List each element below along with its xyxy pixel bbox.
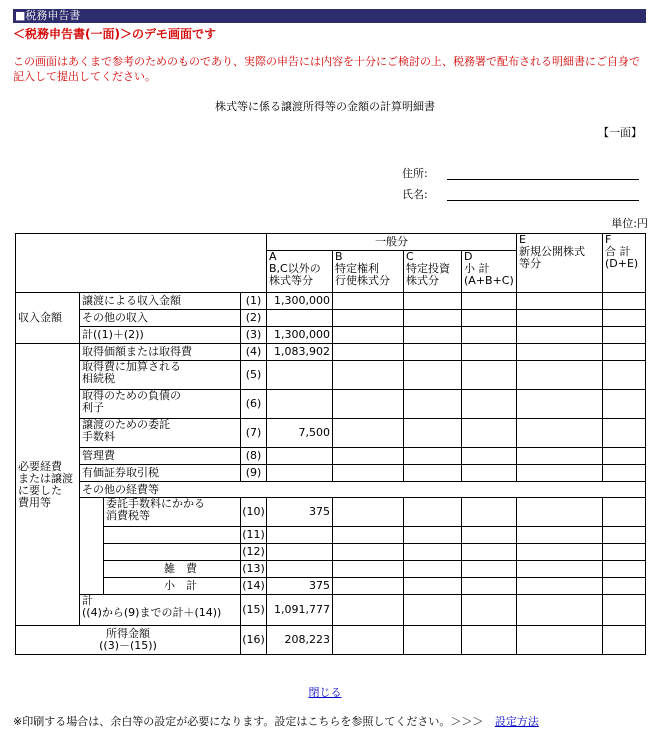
row-label <box>104 544 241 561</box>
header-blank <box>16 234 267 293</box>
address-label: 住所: <box>402 167 428 180</box>
row-label: 取得価額または取得費 <box>80 344 241 361</box>
row-number: (11) <box>241 527 267 544</box>
document-title: 株式等に係る譲渡所得等の金額の計算明細書 <box>215 100 435 113</box>
value-a: 1,083,902 <box>267 344 333 361</box>
settings-link[interactable]: 設定方法 <box>494 715 539 728</box>
header-col-c: C 特定投資 株式分 <box>404 251 462 293</box>
header-general: 一般分 <box>267 234 517 251</box>
close-link[interactable]: 閉じる <box>308 686 342 699</box>
header-col-a: A B,C以外の 株式等分 <box>267 251 333 293</box>
value-a <box>267 544 333 561</box>
group-income: 収入金額 <box>16 293 80 344</box>
close-link-wrap <box>0 684 650 700</box>
table-row <box>16 626 646 655</box>
table-row <box>16 482 646 498</box>
row-label: 小 計 <box>104 578 241 595</box>
row-label: 雑 費 <box>104 561 241 578</box>
row-label: 取得のための負債の 利子 <box>80 390 241 419</box>
row-label: 委託手数料にかかる 消費税等 <box>104 498 241 527</box>
demo-title: ＜税務申告書(一面)＞のデモ画面です <box>13 27 216 41</box>
indent-spacer <box>80 498 104 595</box>
name-line <box>447 200 639 201</box>
row-label: 計 ((4)から(9)までの計＋(14)) <box>80 595 241 626</box>
row-number: (13) <box>241 561 267 578</box>
value-a <box>267 361 333 390</box>
value-a: 1,091,777 <box>267 595 333 626</box>
row-label: 取得費に加算される 相続税 <box>80 361 241 390</box>
table-row <box>16 578 646 595</box>
table-row <box>16 310 646 327</box>
row-number: (2) <box>241 310 267 327</box>
table-row <box>16 293 646 310</box>
value-a: 208,223 <box>267 626 333 655</box>
table-row <box>16 544 646 561</box>
value-a <box>267 310 333 327</box>
row-label: 管理費 <box>80 448 241 465</box>
table-row <box>16 498 646 527</box>
row-number: (14) <box>241 578 267 595</box>
group-other-expenses: その他の経費等 <box>80 482 646 498</box>
table-row <box>16 361 646 390</box>
row-number: (1) <box>241 293 267 310</box>
row-label: 有価証券取引税 <box>80 465 241 482</box>
value-a: 7,500 <box>267 419 333 448</box>
header-col-b: B 特定権利 行使株式分 <box>333 251 404 293</box>
header-col-d: D 小 計 (A+B+C) <box>462 251 517 293</box>
value-a: 1,300,000 <box>267 327 333 344</box>
row-label: 計((1)＋(2)) <box>80 327 241 344</box>
row-number: (6) <box>241 390 267 419</box>
table-row <box>16 527 646 544</box>
table-row <box>16 419 646 448</box>
row-number: (10) <box>241 498 267 527</box>
row-label: その他の収入 <box>80 310 241 327</box>
window-title-bar: ■税務申告書 <box>13 9 646 23</box>
value-a: 1,300,000 <box>267 293 333 310</box>
value-a <box>267 390 333 419</box>
table-row <box>16 344 646 361</box>
value-a <box>267 448 333 465</box>
table-row <box>16 448 646 465</box>
footnote <box>13 713 539 729</box>
group-expenses: 必要経費 または譲渡 に要した 費用等 <box>16 344 80 626</box>
row-number: (8) <box>241 448 267 465</box>
table-row <box>16 465 646 482</box>
table-row <box>16 390 646 419</box>
calculation-table <box>15 233 646 655</box>
row-number: (4) <box>241 344 267 361</box>
unit-label: 単位:円 <box>611 217 648 230</box>
row-number: (5) <box>241 361 267 390</box>
address-line <box>447 179 639 180</box>
row-label <box>104 527 241 544</box>
notice-text: この画面はあくまで参考のためのものであり、実際の申告には内容を十分にご検討の上、税務署で配布される明細書にご自身で記入して提出してください。 <box>13 55 640 83</box>
value-a: 375 <box>267 498 333 527</box>
value-a: 375 <box>267 578 333 595</box>
header-col-e: E 新規公開株式 等分 <box>517 234 603 293</box>
row-number: (16) <box>241 626 267 655</box>
table-row <box>16 327 646 344</box>
row-number: (12) <box>241 544 267 561</box>
table-row <box>16 595 646 626</box>
value-a <box>267 527 333 544</box>
part-label: 【一面】 <box>598 126 642 139</box>
header-col-f: F 合 計 (D+E) <box>603 234 646 293</box>
name-label: 氏名: <box>402 188 428 201</box>
row-label: 譲渡のための委託 手数料 <box>80 419 241 448</box>
value-a <box>267 465 333 482</box>
row-number: (7) <box>241 419 267 448</box>
row-label: 譲渡による収入金額 <box>80 293 241 310</box>
row-number: (9) <box>241 465 267 482</box>
table-row <box>16 561 646 578</box>
row-number: (15) <box>241 595 267 626</box>
row-number: (3) <box>241 327 267 344</box>
row-label: 所得金額 ((3)－(15)) <box>16 626 241 655</box>
value-a <box>267 561 333 578</box>
footnote-text: ※印刷する場合は、余白等の設定が必要になります。設定はこちらを参照してください。＞＞＞ <box>13 715 484 728</box>
